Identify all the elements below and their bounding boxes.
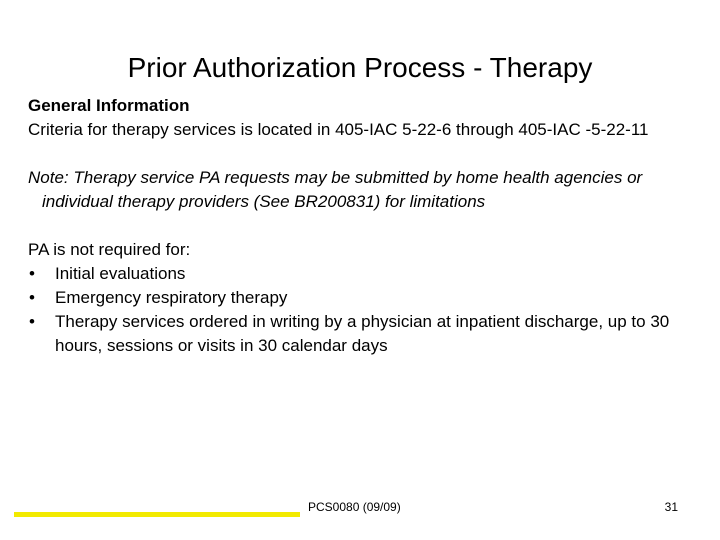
slide-body [28,94,698,358]
note-paragraph: Note: Therapy service PA requests may be submitted by home health agencies or individual therapy providers (See BR200831) for limitations [28,168,643,211]
bullet-dot: • [29,264,35,283]
intro-line: PA is not required for: [28,240,191,259]
bullet-item-therapy-services-ordered [28,310,698,358]
section-heading: General Information [28,96,190,115]
bullet-item-emergency-respiratory [28,286,698,310]
bullet-text: Emergency respiratory therapy [55,288,288,307]
criteria-paragraph: Criteria for therapy services is located in 405-IAC 5-22-6 through 405-IAC -5-22-11 [28,120,649,139]
bullet-dot: • [29,288,35,307]
footer-code: PCS0080 (09/09) [308,500,401,514]
bullet-dot: • [29,312,35,331]
bullet-item-initial-evaluations [28,262,698,286]
footer-accent-bar [14,512,300,517]
bullet-text: Initial evaluations [55,264,186,283]
bullet-text: Therapy services ordered in writing by a physician at inpatient discharge, up to 30 hours, sessions or visits in 30 calendar days [55,312,670,355]
slide-title: Prior Authorization Process - Therapy [127,52,593,83]
page-number: 31 [664,500,678,514]
bullet-list [28,262,698,358]
